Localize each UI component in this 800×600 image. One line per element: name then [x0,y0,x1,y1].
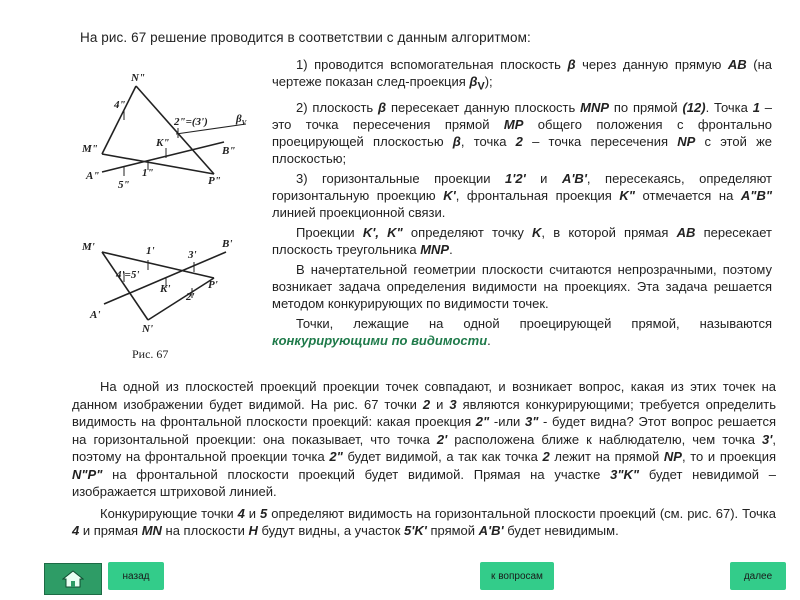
label-2-1: 2' [186,291,195,303]
label-m1: M' [82,241,95,253]
label-n1: N' [142,323,153,335]
explanation [72,378,776,544]
label-45: 4'=5' [116,269,140,281]
label-1-1: 1' [146,245,155,257]
label-2-3: 2"=(3') [174,116,208,128]
line-n2-m2 [102,86,136,154]
label-beta: $\beta_V$ [236,113,247,127]
term-competing: конкурирующими по видимости [272,332,488,348]
label-3-1: 3' [188,249,197,261]
line-m2-p2 [102,154,214,174]
label-n2: N" [131,72,146,84]
label-k2: K" [156,137,170,149]
competing-definition: Точки, лежащие на одной проецирующей прямой, называются конкурирующими по видимости. [272,315,772,348]
step-2: 2) плоскость β пересекает данную плоскость MNP по прямой (12). Точка 1 – это точка пересечения прямой MP общего положения с фронтально проецирующей плоскостью β, точка 2 – точка пересечения NP с этой же плоскостью; [272,99,773,166]
algorithm-steps [272,56,772,352]
visibility-intro: В начертательной геометрии плоскости считаются непрозрачными, поэтому возникает задача определения видимости на проекциях. Эта задача решается методом конкурирующих по видимости точек. [272,261,772,311]
label-p2: P" [208,175,221,187]
back-button[interactable]: назад [108,562,164,590]
step-4: Проекции K', K" определяют точку K, в которой прямая AB пересекает плоскость треугольника MNP. [272,224,772,257]
label-k1: K' [160,283,171,295]
figure-caption: Рис. 67 [132,347,169,361]
label-4-2: 4" [114,99,126,111]
page-heading: На рис. 67 решение проводится в соответствии с данным алгоритмом: [80,30,531,45]
home-button[interactable] [44,563,102,595]
next-button[interactable]: далее [730,562,786,590]
label-p1: P' [208,279,218,291]
label-a1: A' [90,309,101,321]
paragraph-1: На одной из плоскостей проекций проекции точек совпадают, и возникает вопрос, какая из этих точек на данном изображении будет видимой. На рис. 67 точки 2 и 3 являются конкурирующими; требуется определить видимость на фронтальной плоскости проекций: какая проекция 2" -или 3" - будет видна? Этот вопрос решается на горизонтальной проекции: она показывает, что точка 2' расположена ближе к наблюдателю, чем точка 3', поэтому на фронтальной проекции точка 2" будет видимой, а так как точка 2 лежит на прямой NP, то и проекция N"P" на фронтальной плоскости проекций будет видимой. Прямая на участке 3"K" будет невидимой – изображается штриховой линией. [72,379,776,499]
label-m2: M" [82,143,98,155]
figure-67 [76,66,266,366]
step-3: 3) горизонтальные проекции 1'2' и A'B', пересекаясь, определяют горизонтальную проекцию K', фронтальная проекция K" отмечается на A"B" линией проекционной связи. [272,170,773,220]
step-1: 1) проводится вспомогательная плоскость β через данную прямую AB (на чертеже показан след-проекция $\beta_V$); [272,57,772,93]
line-m1-n1 [102,252,148,320]
label-b2: B" [222,145,236,157]
questions-button[interactable]: к вопросам [480,562,554,590]
label-b1: B' [222,238,233,250]
label-a2: A" [86,170,100,182]
label-5-2: 5" [118,179,130,191]
line-n1-p1 [148,278,214,320]
home-icon [62,570,84,588]
paragraph-2: Конкурирующие точки 4 и 5 определяют видимость на горизонтальной плоскости проекций (см. рис. 67). Точка 4 и прямая MN на плоскости H будут видны, а участок 5'K' прямой A'B' будет невидимым. [72,505,776,538]
label-1-2: 1" [142,167,154,179]
